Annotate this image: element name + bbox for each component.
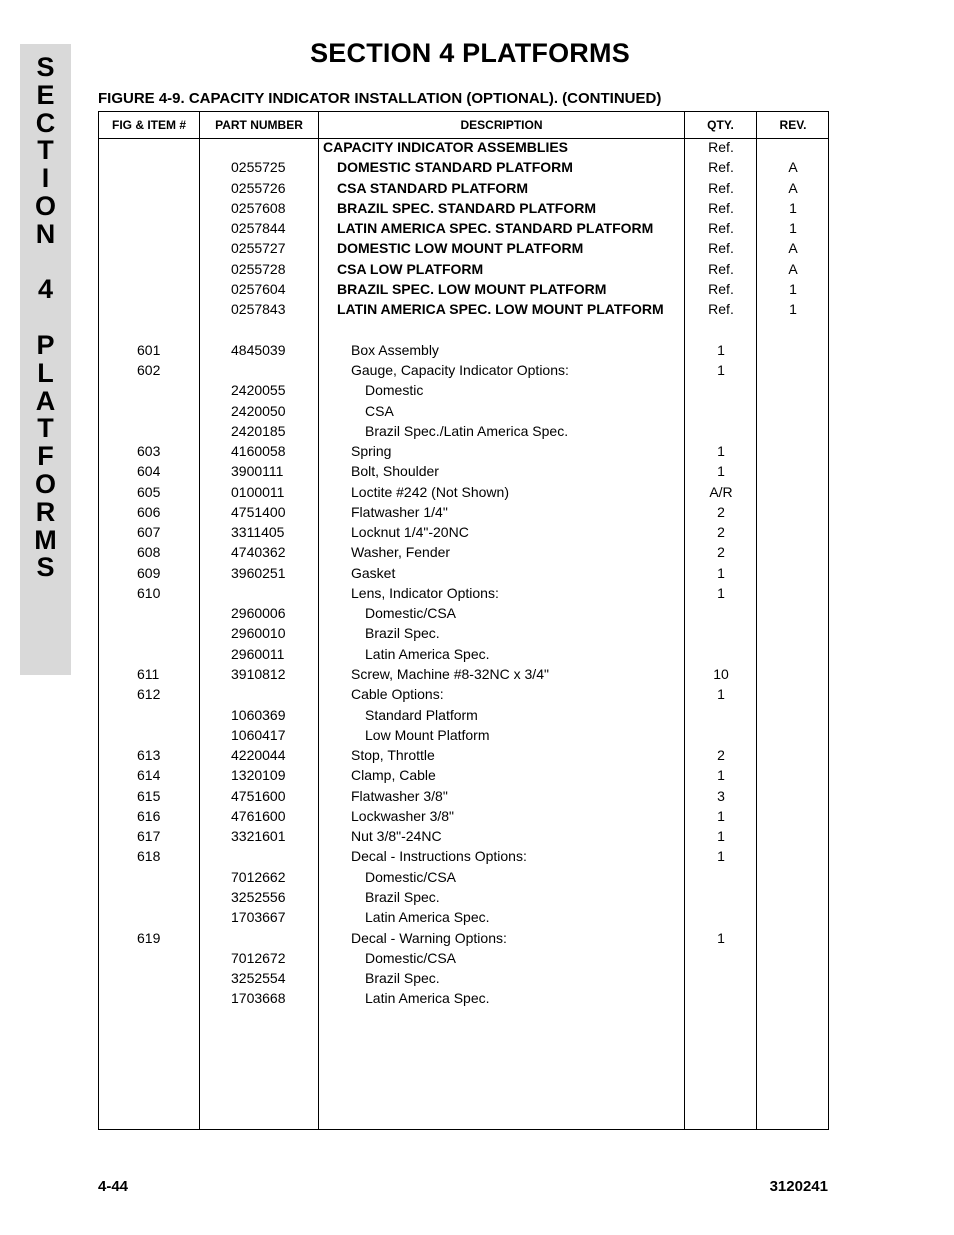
item-number: 602: [137, 361, 161, 378]
figure-caption: FIGURE 4-9. CAPACITY INDICATOR INSTALLATION (OPTIONAL). (CONTINUED): [98, 90, 662, 107]
section-tab-letter: M: [34, 524, 57, 555]
table-row: [99, 422, 828, 442]
part-number: 0257604: [231, 280, 286, 297]
description: Domestic: [365, 382, 424, 399]
part-number: 4751400: [231, 503, 286, 520]
header-part-number: PART NUMBER: [215, 118, 303, 132]
description: Domestic/CSA: [365, 868, 457, 885]
table-row: [99, 341, 828, 361]
table-row: [99, 199, 828, 219]
section-tab-letter: R: [35, 496, 56, 527]
quantity: 1: [717, 828, 725, 845]
quantity: A/R: [709, 483, 733, 500]
part-number: 0255728: [231, 260, 286, 277]
item-number: 608: [137, 544, 161, 561]
quantity: Ref.: [708, 301, 734, 318]
description: Latin America Spec.: [365, 645, 490, 662]
table-row: [99, 908, 828, 928]
part-number: 4220044: [231, 747, 286, 764]
table-row: [99, 847, 828, 867]
item-number: 616: [137, 807, 161, 824]
part-number: 1060369: [231, 706, 286, 723]
section-tab-letter: E: [36, 79, 55, 110]
description: Latin America Spec.: [365, 909, 490, 926]
table-row: [99, 989, 828, 1009]
part-number: 0255726: [231, 179, 286, 196]
description: Latin America Spec.: [365, 990, 490, 1007]
header-qty: QTY.: [707, 118, 734, 132]
revision: A: [788, 240, 798, 257]
part-number: 4160058: [231, 443, 286, 460]
description: BRAZIL SPEC. STANDARD PLATFORM: [337, 199, 596, 216]
part-number: 2960011: [231, 645, 285, 662]
section-tab-letter: P: [36, 329, 55, 360]
header-item: FIG & ITEM #: [111, 118, 186, 132]
section-side-tab: [20, 44, 71, 675]
section-tab-letter: S: [36, 52, 55, 82]
description: Screw, Machine #8-32NC x 3/4": [351, 666, 549, 683]
table-row: [99, 787, 828, 807]
description: Cable Options:: [351, 686, 444, 703]
part-number: 2960010: [231, 625, 286, 642]
description: Domestic/CSA: [365, 949, 457, 966]
table-row: [99, 381, 828, 401]
table-row: [99, 949, 828, 969]
part-number: 7012662: [231, 868, 286, 885]
quantity: 2: [717, 524, 725, 541]
part-number: 0255727: [231, 240, 286, 257]
table-row: [99, 685, 828, 705]
description: CAPACITY INDICATOR ASSEMBLIES: [323, 139, 569, 155]
description: CSA LOW PLATFORM: [337, 260, 484, 277]
description: Clamp, Cable: [351, 767, 436, 784]
description: Loctite #242 (Not Shown): [351, 483, 509, 500]
table-row: [99, 929, 828, 949]
quantity: 2: [717, 544, 725, 561]
table-row: [99, 320, 828, 340]
header-description: DESCRIPTION: [460, 118, 543, 132]
table-row: [99, 706, 828, 726]
item-number: 609: [137, 564, 161, 581]
table-row: [99, 624, 828, 644]
item-number: 606: [137, 503, 161, 520]
quantity: Ref.: [708, 159, 734, 176]
description: Gasket: [351, 564, 396, 581]
description: DOMESTIC LOW MOUNT PLATFORM: [337, 240, 584, 257]
part-number: 2420185: [231, 422, 286, 439]
item-number: 601: [137, 341, 161, 358]
description: Brazil Spec.: [365, 888, 440, 905]
revision: A: [788, 179, 798, 196]
part-number: 1060417: [231, 726, 286, 743]
part-number: 0100011: [231, 483, 285, 500]
table-row: [99, 239, 828, 259]
description: Low Mount Platform: [365, 726, 490, 743]
section-tab-letters: [20, 54, 71, 582]
table-row: [99, 361, 828, 381]
part-number: 4740362: [231, 544, 286, 561]
quantity: 1: [717, 767, 725, 784]
quantity: Ref.: [708, 220, 734, 237]
table-row: [99, 442, 828, 462]
description: Standard Platform: [365, 706, 478, 723]
section-tab-letter: L: [37, 357, 54, 388]
table-row: [99, 766, 828, 786]
section-tab-letter: I: [41, 163, 50, 194]
description: Decal - Instructions Options:: [351, 848, 527, 865]
section-tab-letter: N: [35, 218, 56, 249]
page-title: [0, 38, 954, 69]
quantity: Ref.: [708, 240, 734, 257]
quantity: 1: [717, 443, 725, 460]
description: Flatwasher 1/4": [351, 503, 448, 520]
parts-table: [98, 111, 829, 1130]
section-tab-letter: C: [35, 107, 56, 138]
part-number: 2420050: [231, 402, 286, 419]
section-tab-letter: S: [36, 552, 55, 583]
part-number: 0257844: [231, 220, 286, 237]
table-row: [99, 564, 828, 584]
part-number: 0255725: [231, 159, 286, 176]
quantity: 1: [717, 686, 725, 703]
part-number: 2960006: [231, 605, 286, 622]
description: Flatwasher 3/8": [351, 787, 448, 804]
table-row: [99, 523, 828, 543]
description: CSA: [365, 402, 394, 419]
table-row: [99, 402, 828, 422]
quantity: Ref.: [708, 199, 734, 216]
table-row: [99, 503, 828, 523]
table-row: [99, 807, 828, 827]
description: Brazil Spec./Latin America Spec.: [365, 422, 569, 439]
revision: A: [788, 159, 798, 176]
description: Decal - Warning Options:: [351, 929, 507, 946]
item-number: 617: [137, 828, 161, 845]
section-tab-letter: 4: [37, 274, 54, 305]
section-tab-letter: O: [34, 468, 56, 499]
quantity: Ref.: [708, 260, 734, 277]
item-number: 607: [137, 524, 161, 541]
quantity: 2: [717, 503, 725, 520]
part-number: 0257843: [231, 301, 286, 318]
description: Bolt, Shoulder: [351, 463, 439, 480]
table-row: [99, 300, 828, 320]
item-number: 613: [137, 747, 161, 764]
description: Lens, Indicator Options:: [351, 584, 499, 601]
quantity: 1: [717, 848, 725, 865]
part-number: 2420055: [231, 382, 286, 399]
part-number: 4751600: [231, 787, 286, 804]
quantity: 10: [713, 666, 729, 683]
section-tab-letter: [20, 304, 71, 332]
section-tab-letter: T: [37, 413, 54, 444]
header-rev: REV.: [779, 118, 807, 132]
item-number: 612: [137, 686, 161, 703]
table-row: [99, 827, 828, 847]
item-number: 611: [137, 666, 160, 683]
page-number: 4-44: [98, 1178, 129, 1195]
quantity: Ref.: [708, 139, 734, 155]
part-number: 7012672: [231, 949, 286, 966]
part-number: 1320109: [231, 767, 286, 784]
description: CSA STANDARD PLATFORM: [337, 179, 529, 196]
part-number: 0257608: [231, 199, 286, 216]
description: Brazil Spec.: [365, 970, 440, 987]
quantity: Ref.: [708, 179, 734, 196]
part-number: 1703667: [231, 909, 286, 926]
description: LATIN AMERICA SPEC. STANDARD PLATFORM: [337, 220, 654, 237]
quantity: 1: [717, 807, 725, 824]
table-row: [99, 645, 828, 665]
table-row: [99, 219, 828, 239]
part-number: 3321601: [231, 828, 286, 845]
section-tab-letter: O: [34, 190, 56, 221]
item-number: 603: [137, 443, 161, 460]
quantity: 1: [717, 929, 725, 946]
table-row: [99, 868, 828, 888]
table-row: [99, 888, 828, 908]
section-tab-letter: A: [35, 385, 56, 416]
table-row: [99, 543, 828, 563]
item-number: 610: [137, 584, 161, 601]
item-number: 604: [137, 463, 161, 480]
revision: A: [788, 260, 798, 277]
quantity: Ref.: [708, 280, 734, 297]
table-row: [99, 726, 828, 746]
section-tab-letter: T: [37, 135, 54, 166]
revision: 1: [789, 199, 797, 216]
part-number: 3910812: [231, 666, 286, 683]
description: Stop, Throttle: [351, 747, 435, 764]
description: Nut 3/8"-24NC: [351, 828, 442, 845]
description: Lockwasher 3/8": [351, 807, 455, 824]
item-number: 618: [137, 848, 161, 865]
quantity: 1: [717, 361, 725, 378]
item-number: 615: [137, 787, 161, 804]
item-number: 614: [137, 767, 161, 784]
table-row: [99, 665, 828, 685]
part-number: 3252556: [231, 888, 286, 905]
table-row: [99, 138, 828, 158]
table-row: [99, 462, 828, 482]
part-number: 3252554: [231, 970, 286, 987]
description: Spring: [351, 443, 392, 460]
item-number: 619: [137, 929, 161, 946]
description: Domestic/CSA: [365, 605, 457, 622]
table-row: [99, 280, 828, 300]
revision: 1: [789, 280, 797, 297]
table-row: [99, 179, 828, 199]
table-row: [99, 969, 828, 989]
table-row: [99, 746, 828, 766]
page-title-text: SECTION 4 PLATFORMS: [310, 38, 630, 68]
item-number: 605: [137, 483, 161, 500]
table-row: [99, 158, 828, 178]
description: Gauge, Capacity Indicator Options:: [351, 361, 569, 378]
part-number: 3900111: [231, 463, 284, 480]
quantity: 1: [717, 564, 725, 581]
description: Locknut 1/4"-20NC: [351, 524, 469, 541]
quantity: 1: [717, 463, 725, 480]
table-row: [99, 604, 828, 624]
description: DOMESTIC STANDARD PLATFORM: [337, 159, 573, 176]
part-number: 4845039: [231, 341, 286, 358]
table-row: [99, 483, 828, 503]
description: Brazil Spec.: [365, 625, 440, 642]
table-row: [99, 584, 828, 604]
part-number: 4761600: [231, 807, 286, 824]
part-number: 3960251: [231, 564, 286, 581]
description: LATIN AMERICA SPEC. LOW MOUNT PLATFORM: [337, 301, 664, 318]
quantity: 1: [717, 341, 725, 358]
section-tab-letter: [20, 249, 71, 277]
quantity: 2: [717, 747, 725, 764]
part-number: 1703668: [231, 990, 286, 1007]
part-number: 3311405: [231, 524, 285, 541]
description: BRAZIL SPEC. LOW MOUNT PLATFORM: [337, 280, 607, 297]
table-row: [99, 260, 828, 280]
revision: 1: [789, 301, 797, 318]
revision: 1: [789, 220, 797, 237]
quantity: 3: [717, 787, 725, 804]
quantity: 1: [717, 584, 725, 601]
section-tab-letter: F: [37, 441, 54, 472]
description: Box Assembly: [351, 341, 439, 358]
description: Washer, Fender: [351, 544, 451, 561]
document-number: 3120241: [769, 1178, 828, 1195]
